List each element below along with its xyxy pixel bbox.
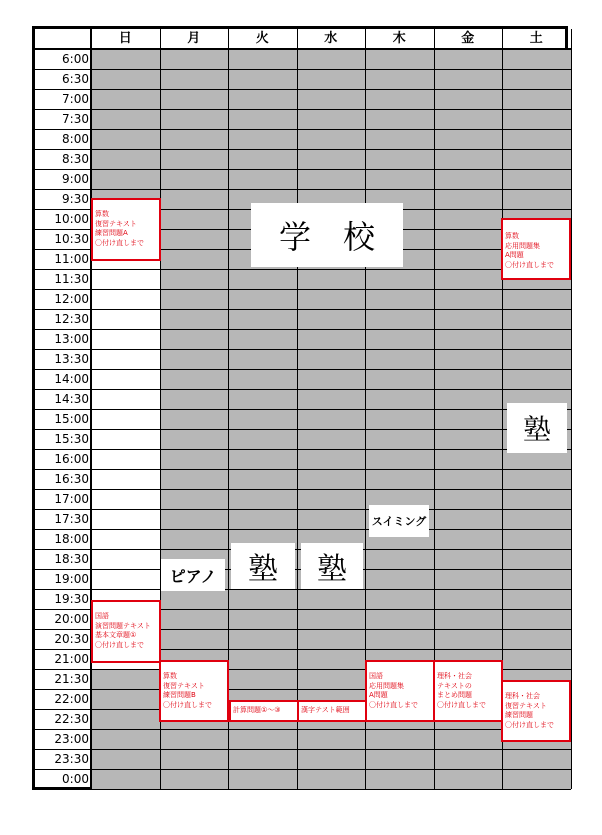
busy-cell xyxy=(228,89,297,109)
busy-cell xyxy=(160,589,229,609)
memo-thursday-night: 国語 応用問題集 A問題 〇付け直しまで xyxy=(365,660,435,722)
busy-cell xyxy=(228,309,297,329)
time-label: 7:30 xyxy=(62,112,89,126)
busy-cell xyxy=(91,69,160,89)
busy-cell xyxy=(434,229,503,249)
day-header-tuesday: 火 xyxy=(255,31,269,46)
day-header-thursday: 木 xyxy=(392,31,406,46)
busy-cell xyxy=(228,749,297,769)
busy-cell xyxy=(160,49,229,69)
busy-cell xyxy=(297,729,366,749)
grid-row-line xyxy=(35,289,571,290)
busy-cell xyxy=(160,529,229,549)
busy-cell xyxy=(228,489,297,509)
busy-cell xyxy=(228,649,297,669)
busy-cell xyxy=(434,349,503,369)
grid-row-line xyxy=(35,89,571,90)
busy-cell xyxy=(160,489,229,509)
busy-cell xyxy=(160,769,229,789)
grid-row-line xyxy=(35,589,571,590)
grid-row-line xyxy=(35,69,571,70)
time-label: 21:30 xyxy=(54,672,89,686)
time-label: 9:30 xyxy=(62,192,89,206)
busy-cell xyxy=(502,549,571,569)
busy-cell xyxy=(365,269,434,289)
busy-cell xyxy=(434,609,503,629)
busy-cell xyxy=(91,769,160,789)
grid-row-line xyxy=(35,169,571,170)
busy-cell xyxy=(160,309,229,329)
busy-cell xyxy=(365,169,434,189)
busy-cell xyxy=(297,649,366,669)
busy-cell xyxy=(434,49,503,69)
day-header-friday: 金 xyxy=(461,31,475,46)
busy-cell xyxy=(228,609,297,629)
grid-row-line xyxy=(35,529,571,530)
memo-saturday-morning: 算数 応用問題集 A問題 〇付け直しまで xyxy=(501,218,571,280)
busy-cell xyxy=(365,569,434,589)
busy-cell xyxy=(91,669,160,689)
busy-cell xyxy=(228,629,297,649)
time-label: 18:00 xyxy=(54,532,89,546)
busy-cell xyxy=(160,169,229,189)
grid-column-line xyxy=(297,29,298,789)
time-label: 15:00 xyxy=(54,412,89,426)
busy-cell xyxy=(365,429,434,449)
busy-cell xyxy=(228,149,297,169)
busy-cell xyxy=(228,589,297,609)
time-label: 12:00 xyxy=(54,292,89,306)
busy-cell xyxy=(160,449,229,469)
busy-cell xyxy=(228,269,297,289)
busy-cell xyxy=(91,149,160,169)
memo-sunday-evening: 国語 演習問題テキスト 基本文章題① 〇付け直しまで xyxy=(91,600,161,663)
busy-cell xyxy=(160,729,229,749)
busy-cell xyxy=(434,89,503,109)
busy-cell xyxy=(434,749,503,769)
busy-cell xyxy=(434,69,503,89)
busy-cell xyxy=(228,669,297,689)
busy-cell xyxy=(434,409,503,429)
grid-row-line xyxy=(35,369,571,370)
busy-cell xyxy=(365,129,434,149)
busy-cell xyxy=(365,149,434,169)
time-label: 11:00 xyxy=(54,252,89,266)
busy-cell xyxy=(365,549,434,569)
busy-cell xyxy=(160,249,229,269)
busy-cell xyxy=(365,349,434,369)
busy-cell xyxy=(365,289,434,309)
time-label: 13:00 xyxy=(54,332,89,346)
time-label: 21:00 xyxy=(54,652,89,666)
busy-cell xyxy=(434,509,503,529)
grid-column-line xyxy=(571,29,572,789)
busy-cell xyxy=(228,109,297,129)
busy-cell xyxy=(365,89,434,109)
swimming-block: スイミング xyxy=(369,505,429,537)
time-label: 12:30 xyxy=(54,312,89,326)
time-label: 8:00 xyxy=(62,132,89,146)
busy-cell xyxy=(434,449,503,469)
time-label: 7:00 xyxy=(62,92,89,106)
busy-cell xyxy=(365,329,434,349)
time-label: 14:00 xyxy=(54,372,89,386)
busy-cell xyxy=(228,469,297,489)
busy-cell xyxy=(502,369,571,389)
busy-cell xyxy=(502,769,571,789)
grid-row-line xyxy=(35,48,571,50)
busy-cell xyxy=(434,489,503,509)
time-label: 17:00 xyxy=(54,492,89,506)
busy-cell xyxy=(228,329,297,349)
grid-row-line xyxy=(35,469,571,470)
busy-cell xyxy=(160,69,229,89)
time-label: 15:30 xyxy=(54,432,89,446)
busy-cell xyxy=(434,309,503,329)
busy-cell xyxy=(502,109,571,129)
busy-cell xyxy=(160,429,229,449)
juku-wednesday-block: 塾 xyxy=(301,543,363,589)
piano-block: ピアノ xyxy=(161,559,225,591)
time-label: 13:30 xyxy=(54,352,89,366)
busy-cell xyxy=(434,729,503,749)
busy-cell xyxy=(502,49,571,69)
busy-cell xyxy=(502,609,571,629)
weekly-schedule-sheet xyxy=(32,26,568,790)
busy-cell xyxy=(91,749,160,769)
busy-cell xyxy=(297,669,366,689)
busy-cell xyxy=(160,469,229,489)
busy-cell xyxy=(228,429,297,449)
busy-cell xyxy=(365,469,434,489)
busy-cell xyxy=(365,449,434,469)
busy-cell xyxy=(502,309,571,329)
memo-friday-night: 理科・社会 テキストの まとめ問題 〇付け直しまで xyxy=(433,660,503,722)
busy-cell xyxy=(502,169,571,189)
busy-cell xyxy=(297,749,366,769)
busy-cell xyxy=(297,329,366,349)
busy-cell xyxy=(365,609,434,629)
busy-cell xyxy=(365,629,434,649)
busy-cell xyxy=(365,369,434,389)
day-header-wednesday: 水 xyxy=(324,31,338,46)
busy-cell xyxy=(297,769,366,789)
time-label: 11:30 xyxy=(54,272,89,286)
busy-cell xyxy=(502,629,571,649)
busy-cell xyxy=(502,509,571,529)
busy-cell xyxy=(160,369,229,389)
time-label: 22:00 xyxy=(54,692,89,706)
busy-cell xyxy=(502,329,571,349)
time-label: 23:30 xyxy=(54,752,89,766)
busy-cell xyxy=(160,329,229,349)
busy-cell xyxy=(228,409,297,429)
busy-cell xyxy=(160,269,229,289)
busy-cell xyxy=(91,109,160,129)
day-header-sunday: 日 xyxy=(118,31,132,46)
busy-cell xyxy=(228,509,297,529)
day-header-monday: 月 xyxy=(187,31,201,46)
busy-cell xyxy=(434,149,503,169)
busy-cell xyxy=(160,629,229,649)
busy-cell xyxy=(228,369,297,389)
memo-saturday-night: 理科・社会 復習テキスト 練習問題 〇付け直しまで xyxy=(501,680,571,742)
busy-cell xyxy=(91,729,160,749)
busy-cell xyxy=(297,49,366,69)
time-label: 20:00 xyxy=(54,612,89,626)
time-label: 6:00 xyxy=(62,52,89,66)
grid-row-line xyxy=(35,349,571,350)
busy-cell xyxy=(160,409,229,429)
busy-cell xyxy=(297,169,366,189)
grid-column-line xyxy=(90,29,92,789)
busy-cell xyxy=(228,129,297,149)
grid-row-line xyxy=(35,729,571,730)
time-label: 16:00 xyxy=(54,452,89,466)
busy-cell xyxy=(434,289,503,309)
busy-cell xyxy=(502,489,571,509)
busy-cell xyxy=(160,289,229,309)
busy-cell xyxy=(160,209,229,229)
busy-cell xyxy=(365,69,434,89)
busy-cell xyxy=(365,589,434,609)
busy-cell xyxy=(502,569,571,589)
busy-cell xyxy=(502,749,571,769)
busy-cell xyxy=(502,149,571,169)
school-block: 学 校 xyxy=(251,203,403,267)
busy-cell xyxy=(160,389,229,409)
grid-row-line xyxy=(35,429,571,430)
busy-cell xyxy=(297,289,366,309)
busy-cell xyxy=(160,189,229,209)
memo-wednesday-night: 漢字テスト範囲 xyxy=(297,700,367,722)
busy-cell xyxy=(502,289,571,309)
busy-cell xyxy=(160,349,229,369)
busy-cell xyxy=(434,549,503,569)
busy-cell xyxy=(502,89,571,109)
busy-cell xyxy=(365,109,434,129)
grid-row-line xyxy=(35,789,571,790)
grid-row-line xyxy=(35,449,571,450)
busy-cell xyxy=(297,489,366,509)
busy-cell xyxy=(434,469,503,489)
busy-cell xyxy=(91,689,160,709)
busy-cell xyxy=(502,349,571,369)
busy-cell xyxy=(365,409,434,429)
grid-row-line xyxy=(35,509,571,510)
time-label: 16:30 xyxy=(54,472,89,486)
time-label: 10:30 xyxy=(54,232,89,246)
busy-cell xyxy=(297,409,366,429)
busy-cell xyxy=(297,369,366,389)
time-label: 17:30 xyxy=(54,512,89,526)
grid-row-line xyxy=(35,769,571,770)
busy-cell xyxy=(434,529,503,549)
time-label: 9:00 xyxy=(62,172,89,186)
grid-row-line xyxy=(35,329,571,330)
busy-cell xyxy=(434,109,503,129)
busy-cell xyxy=(160,609,229,629)
grid-row-line xyxy=(35,489,571,490)
busy-cell xyxy=(297,589,366,609)
busy-cell xyxy=(160,749,229,769)
busy-cell xyxy=(297,429,366,449)
busy-cell xyxy=(91,129,160,149)
busy-cell xyxy=(297,629,366,649)
busy-cell xyxy=(297,129,366,149)
busy-cell xyxy=(160,89,229,109)
grid-row-line xyxy=(35,149,571,150)
busy-cell xyxy=(434,429,503,449)
busy-cell xyxy=(160,149,229,169)
busy-cell xyxy=(434,369,503,389)
grid-row-line xyxy=(35,109,571,110)
busy-cell xyxy=(502,129,571,149)
busy-cell xyxy=(228,389,297,409)
busy-cell xyxy=(297,309,366,329)
time-label: 19:00 xyxy=(54,572,89,586)
grid-row-line xyxy=(35,749,571,750)
busy-cell xyxy=(502,529,571,549)
busy-cell xyxy=(365,309,434,329)
busy-cell xyxy=(502,649,571,669)
busy-cell xyxy=(502,469,571,489)
busy-cell xyxy=(297,389,366,409)
busy-cell xyxy=(365,729,434,749)
busy-cell xyxy=(502,589,571,609)
busy-cell xyxy=(91,89,160,109)
busy-cell xyxy=(91,49,160,69)
grid-row-line xyxy=(35,309,571,310)
time-label: 6:30 xyxy=(62,72,89,86)
time-label: 0:00 xyxy=(62,772,89,786)
busy-cell xyxy=(228,69,297,89)
grid-row-line xyxy=(35,189,571,190)
busy-cell xyxy=(434,329,503,349)
time-label: 23:00 xyxy=(54,732,89,746)
busy-cell xyxy=(365,769,434,789)
busy-cell xyxy=(434,389,503,409)
busy-cell xyxy=(434,249,503,269)
busy-cell xyxy=(365,49,434,69)
busy-cell xyxy=(434,189,503,209)
memo-sunday-morning: 算数 復習テキスト 練習問題A 〇付け直しまで xyxy=(91,198,161,261)
busy-cell xyxy=(434,269,503,289)
busy-cell xyxy=(434,129,503,149)
busy-cell xyxy=(297,349,366,369)
busy-cell xyxy=(228,289,297,309)
grid-row-line xyxy=(35,409,571,410)
busy-cell xyxy=(365,749,434,769)
busy-cell xyxy=(228,769,297,789)
day-header-saturday: 土 xyxy=(529,31,543,46)
busy-cell xyxy=(297,269,366,289)
busy-cell xyxy=(502,69,571,89)
busy-cell xyxy=(297,149,366,169)
busy-cell xyxy=(228,169,297,189)
grid-row-line xyxy=(35,269,571,270)
busy-cell xyxy=(91,709,160,729)
grid-row-line xyxy=(35,389,571,390)
busy-cell xyxy=(434,169,503,189)
time-label: 18:30 xyxy=(54,552,89,566)
memo-tuesday-night: 計算問題①～③ xyxy=(229,700,299,722)
juku-saturday-block: 塾 xyxy=(507,403,567,453)
memo-monday-night: 算数 復習テキスト 練習問題B 〇付け直しまで xyxy=(159,660,229,722)
busy-cell xyxy=(297,609,366,629)
busy-cell xyxy=(297,449,366,469)
busy-cell xyxy=(365,389,434,409)
time-label: 8:30 xyxy=(62,152,89,166)
busy-cell xyxy=(160,129,229,149)
busy-cell xyxy=(160,229,229,249)
busy-cell xyxy=(434,209,503,229)
busy-cell xyxy=(91,169,160,189)
juku-tuesday-block: 塾 xyxy=(231,543,295,589)
busy-cell xyxy=(297,109,366,129)
time-label: 20:30 xyxy=(54,632,89,646)
busy-cell xyxy=(160,509,229,529)
busy-cell xyxy=(228,449,297,469)
time-label: 19:30 xyxy=(54,592,89,606)
busy-cell xyxy=(434,589,503,609)
busy-cell xyxy=(502,189,571,209)
busy-cell xyxy=(297,509,366,529)
busy-cell xyxy=(434,769,503,789)
grid-row-line xyxy=(35,129,571,130)
busy-cell xyxy=(228,729,297,749)
busy-cell xyxy=(434,569,503,589)
busy-cell xyxy=(297,69,366,89)
busy-cell xyxy=(434,629,503,649)
time-label: 14:30 xyxy=(54,392,89,406)
busy-cell xyxy=(160,109,229,129)
time-label: 10:00 xyxy=(54,212,89,226)
busy-cell xyxy=(297,469,366,489)
busy-cell xyxy=(228,49,297,69)
busy-cell xyxy=(297,89,366,109)
busy-cell xyxy=(228,349,297,369)
time-label: 22:30 xyxy=(54,712,89,726)
